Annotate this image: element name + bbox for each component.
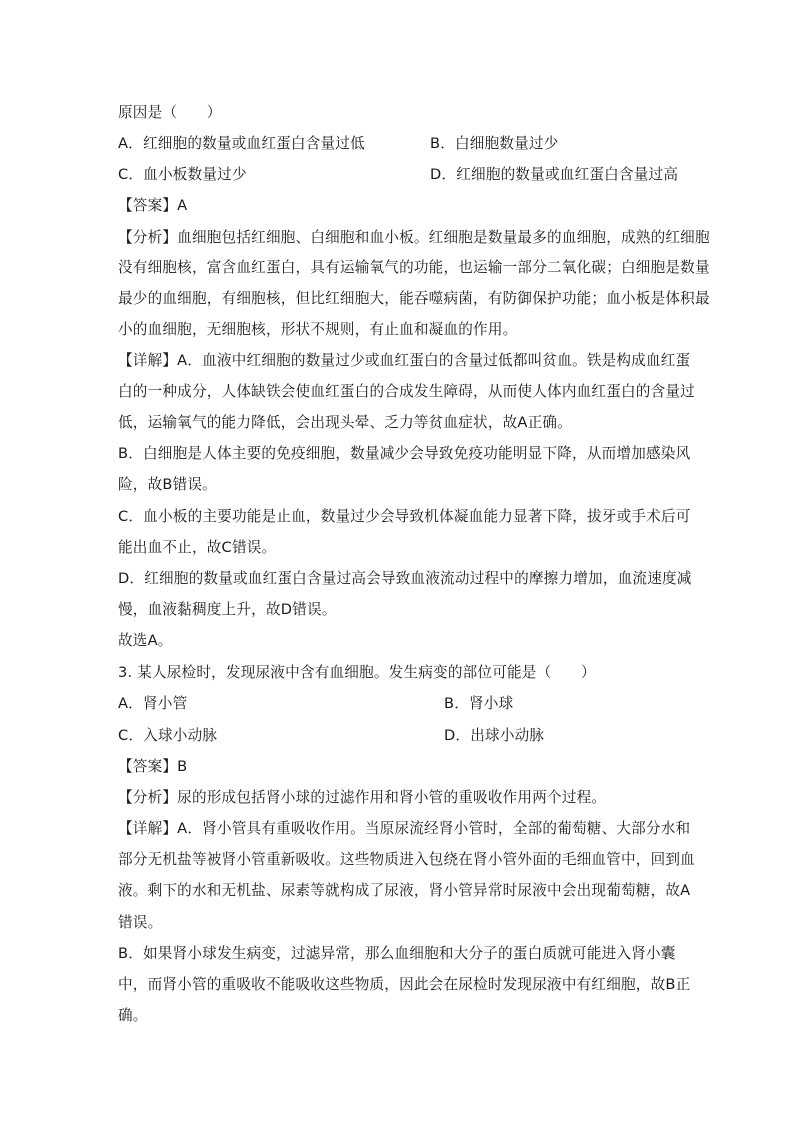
q2-detail-line: 能出血不止，故C错误。 <box>118 539 277 556</box>
q3-analysis: 【分析】尿的形成包括肾小球的过滤作用和肾小管的重吸收作用两个过程。 <box>118 789 607 806</box>
q2-analysis-line: 最少的血细胞，有细胞核，但比红细胞大，能吞噬病菌，有防御保护功能；血小板是体积最 <box>118 290 710 307</box>
q3-detail-line: 部分无机盐等被肾小管重新吸收。这些物质进入包绕在肾小管外面的毛细血管中，回到血 <box>118 851 695 868</box>
q2-detail-line: B．白细胞是人体主要的免疫细胞，数量减少会导致免疫功能明显下降，从而增加感染风 <box>118 445 691 462</box>
q3-option-a: A．肾小管 <box>118 695 188 712</box>
q3-option-b: B．肾小球 <box>444 695 514 712</box>
q2-detail-line: 白的一种成分，人体缺铁会使血红蛋白的合成发生障碍，从而使人体内血红蛋白的含量过 <box>118 383 695 400</box>
q2-option-d: D．红细胞的数量或血红蛋白含量过高 <box>430 166 679 183</box>
q3-option-c: C．入球小动脉 <box>118 727 218 744</box>
q3-answer: 【答案】B <box>118 758 188 775</box>
q3-detail-line: 中，而肾小管的重吸收不能吸收这些物质，因此会在尿检时发现尿液中有红细胞，故B正 <box>118 976 691 993</box>
q3-option-d: D．出球小动脉 <box>444 727 545 744</box>
q3-detail-line: 【详解】A．肾小管具有重吸收作用。当原尿流经肾小管时，全部的葡萄糖、大部分水和 <box>118 820 691 837</box>
q3-detail-line: 错误。 <box>118 914 163 931</box>
q2-detail-line: D．红细胞的数量或血红蛋白含量过高会导致血液流动过程中的摩擦力增加，血流速度减 <box>118 570 692 587</box>
q3-detail-line: 液。剩下的水和无机盐、尿素等就构成了尿液，肾小管异常时尿液中会出现葡萄糖，故A <box>118 882 691 899</box>
q2-option-b: B．白细胞数量过少 <box>430 135 559 152</box>
q2-option-c: C．血小板数量过少 <box>118 166 247 183</box>
q2-stem-tail: 原因是（ ） <box>118 104 222 121</box>
q2-option-a: A．红细胞的数量或血红蛋白含量过低 <box>118 135 365 152</box>
q3-detail-line: B．如果肾小球发生病变，过滤异常，那么血细胞和大分子的蛋白质就可能进入肾小囊 <box>118 945 676 962</box>
q2-answer: 【答案】A <box>118 197 188 214</box>
q2-detail-line: 慢，血液黏稠度上升，故D错误。 <box>118 601 337 618</box>
q2-analysis-line: 小的血细胞，无细胞核，形状不规则，有止血和凝血的作用。 <box>118 321 518 338</box>
q2-detail-line: 险，故B错误。 <box>118 476 217 493</box>
q2-conclusion: 故选A。 <box>118 632 173 649</box>
q2-detail-line: 【详解】A．血液中红细胞的数量过少或血红蛋白的含量过低都叫贫血。铁是构成血红蛋 <box>118 352 691 369</box>
q2-analysis-line: 没有细胞核，富含血红蛋白，具有运输氧气的功能，也运输一部分二氧化碳；白细胞是数量 <box>118 259 710 276</box>
q2-detail-line: C．血小板的主要功能是止血，数量过少会导致机体凝血能力显著下降，拔牙或手术后可 <box>118 508 691 525</box>
q2-analysis-line: 【分析】血细胞包括红细胞、白细胞和血小板。红细胞是数量最多的血细胞，成熟的红细胞 <box>118 229 710 246</box>
q3-detail-line: 确。 <box>118 1007 148 1024</box>
q2-detail-line: 低，运输氧气的能力降低，会出现头晕、乏力等贫血症状，故A正确。 <box>118 414 572 431</box>
q3-stem: 3. 某人尿检时，发现尿液中含有血细胞。发生病变的部位可能是（ ） <box>118 664 596 681</box>
